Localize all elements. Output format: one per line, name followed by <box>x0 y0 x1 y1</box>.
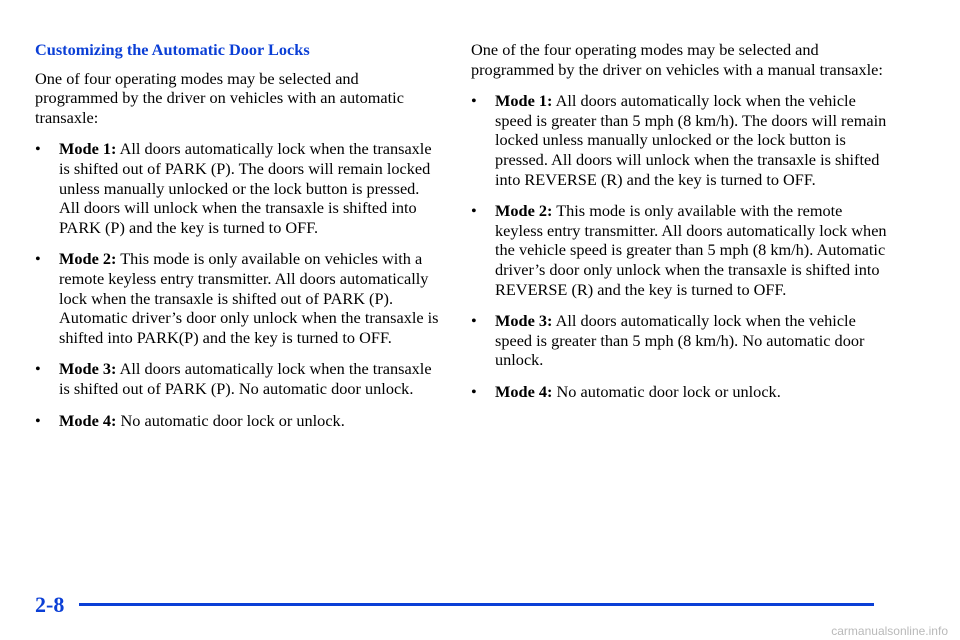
left-mode-3-item <box>35 359 440 398</box>
mode-description: All doors automatically lock when the transaxle is shifted out of PARK (P). No automatic door unlock. <box>59 359 432 398</box>
mode-description: No automatic door lock or unlock. <box>120 410 345 430</box>
right-column <box>471 40 891 414</box>
bullet-icon: • <box>471 91 477 111</box>
mode-label: Mode 2: <box>59 249 117 269</box>
mode-label: Mode 3: <box>495 311 553 331</box>
mode-label: Mode 1: <box>59 139 117 159</box>
mode-label: Mode 1: <box>495 91 553 111</box>
mode-description: All doors automatically lock when the transaxle is shifted out of PARK (P). The doors will remain locked unless manually unlocked or the lock button is pressed. All doors will unlock when the transaxle is shifted into PARK (P) and the key is turned to OFF. <box>59 139 432 237</box>
bullet-icon: • <box>471 381 477 401</box>
bullet-icon: • <box>35 139 41 159</box>
watermark-text[interactable]: carmanualsonline.info <box>831 624 948 638</box>
right-mode-3-item <box>471 311 891 370</box>
page-number: 2-8 <box>35 592 65 617</box>
mode-description: No automatic door lock or unlock. <box>556 381 781 401</box>
mode-label: Mode 3: <box>59 359 117 379</box>
left-mode-4-item <box>35 411 440 431</box>
section-heading: Customizing the Automatic Door Locks <box>35 40 310 59</box>
mode-label: Mode 2: <box>495 201 553 221</box>
mode-label: Mode 4: <box>495 381 553 401</box>
right-mode-1-item <box>471 91 891 189</box>
left-mode-1-item <box>35 139 440 237</box>
right-intro-paragraph: One of the four operating modes may be selected and programmed by the driver on vehicles with a manual transaxle: <box>471 40 883 79</box>
right-mode-4-item <box>471 382 891 402</box>
mode-description: This mode is only available on vehicles with a remote keyless entry transmitter. All doors automatically lock when the transaxle is shifted out of PARK (P). Automatic driver’s door only unlock when the transaxle is shifted into PARK(P) and the key is turned to OFF. <box>59 249 439 347</box>
mode-description: All doors automatically lock when the vehicle speed is greater than 5 mph (8 km/h). The doors will remain locked unless manually unlocked or the lock button is pressed. All doors will unlock when the transaxle is shifted into REVERSE (R) and the key is turned to OFF. <box>495 91 887 189</box>
mode-description: All doors automatically lock when the vehicle speed is greater than 5 mph (8 km/h). No automatic door unlock. <box>495 311 865 370</box>
bullet-icon: • <box>35 359 41 379</box>
footer-rule <box>79 603 874 606</box>
mode-label: Mode 4: <box>59 410 117 430</box>
bullet-icon: • <box>35 410 41 430</box>
right-mode-2-item <box>471 201 891 299</box>
left-intro-paragraph: One of four operating modes may be selected and programmed by the driver on vehicles with an automatic transaxle: <box>35 68 404 127</box>
bullet-icon: • <box>35 249 41 269</box>
left-column <box>35 40 440 442</box>
mode-description: This mode is only available with the remote keyless entry transmitter. All doors automatically lock when the vehicle speed is greater than 5 mph (8 km/h). Automatic driver’s door only unlock when the transaxle is shifted into REVERSE (R) and the key is turned to OFF. <box>495 201 887 299</box>
left-mode-2-item <box>35 249 440 347</box>
bullet-icon: • <box>471 311 477 331</box>
bullet-icon: • <box>471 201 477 221</box>
